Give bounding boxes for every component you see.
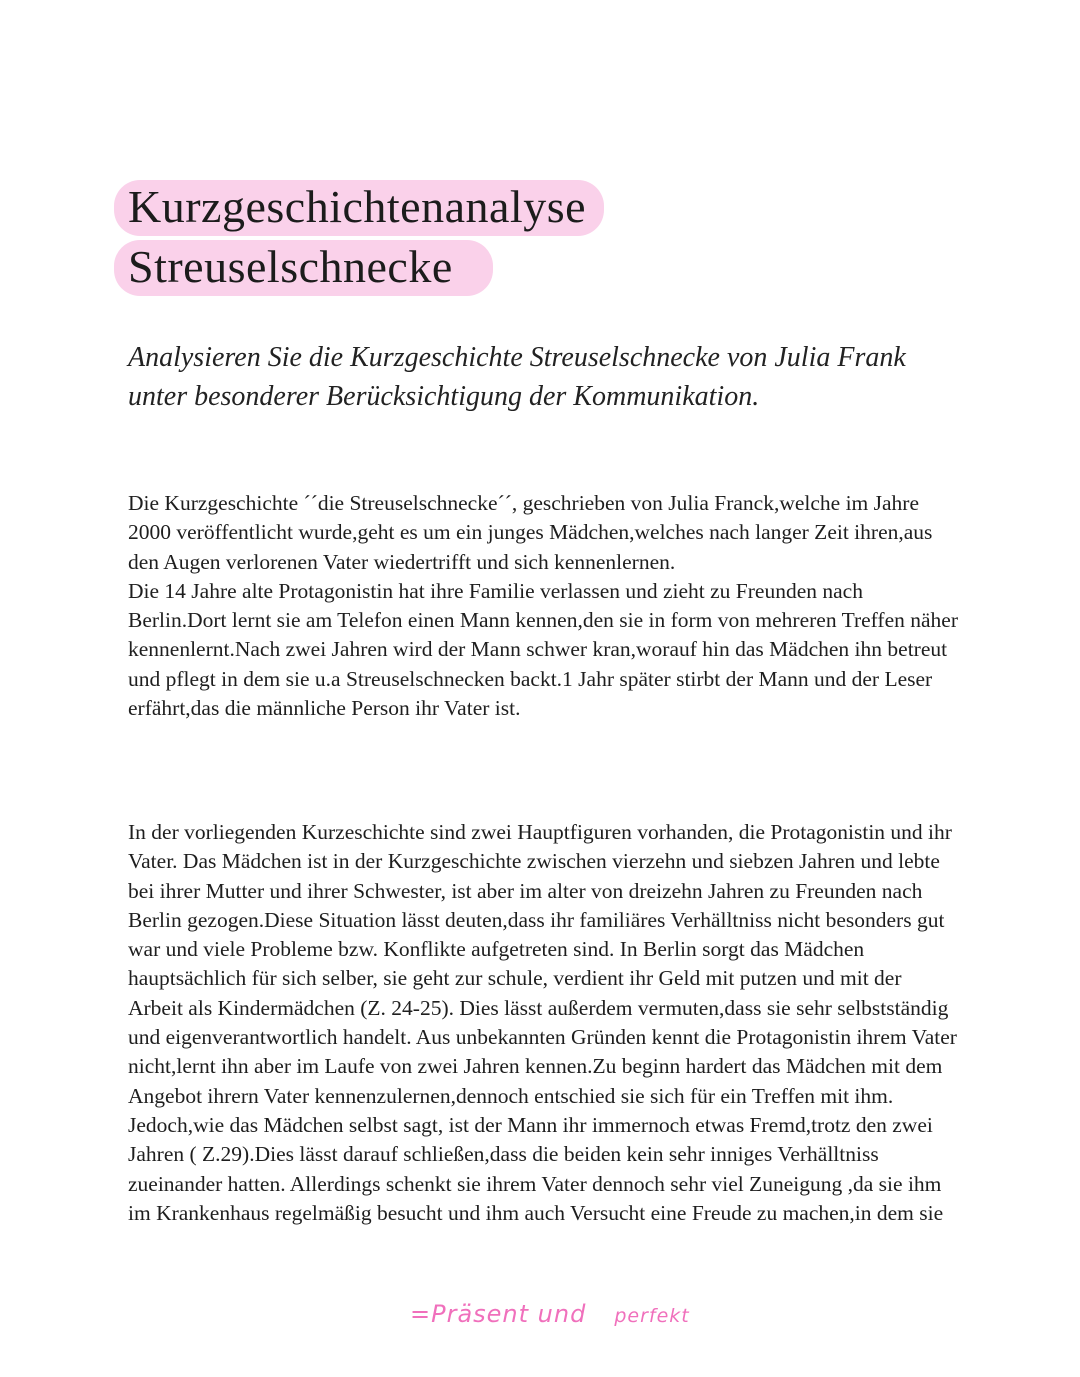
intro-text: Die Kurzgeschichte ´´die Streuselschnecke´´, geschrieben von Julia Franck,welche im Jahre 2000 veröffentlicht wurde,geht es um ein junges Mädchen,welches nach langer Zeit ihren,aus den Augen verlorenen Vater wiedertrifft und sich kennenlernen.	[128, 491, 933, 574]
summary-text: Die 14 Jahre alte Protagonistin hat ihre Familie verlassen und zieht zu Freunden nach Berlin.Dort lernt sie am Telefon einen Mann kennen,den sie in form von mehreren Treffen näher kennenlernt.Nach zwei Jahren wird der Mann schwer kran,worauf hin das Mädchen ihn betreut und pflegt in dem sie u.a Streuselschnecken backt.1 Jahr später stirbt der Mann und der Leser erfährt,das die männliche Person ihr Vater ist.	[128, 578, 958, 721]
document-title	[114, 180, 604, 300]
annotation-main: =Präsent und	[410, 1300, 587, 1328]
title-line-2: Streuselschnecke	[114, 240, 493, 296]
handwritten-annotation	[410, 1300, 690, 1328]
annotation-small: perfekt	[614, 1305, 690, 1327]
analysis-paragraph: In der vorliegenden Kurzeschichte sind zwei Hauptfiguren vorhanden, die Protagonistin und ihr Vater. Das Mädchen ist in der Kurzgeschichte zwischen vierzehn und siebzen Jahren und lebte bei ihrer Mutter und ihrer Schwester, ist aber im alter von dreizehn Jahren zu Freunden nach Berlin gezogen.Diese Situation lässt deuten,dass ihr familiäres Verhälltniss nicht besonders gut war und viele Probleme bzw. Konflikte aufgetreten sind. In Berlin sorgt das Mädchen hauptsächlich für sich selber, sie geht zur schule, verdient ihr Geld mit putzen und mit der Arbeit als Kindermädchen (Z. 24-25). Dies lässt außerdem vermuten,dass sie sehr selbstständig und eigenverantwortlich handelt. Aus unbekannten Gründen kennt die Protagonistin ihrem Vater nicht,lernt ihn aber im Laufe von zwei Jahren kennen.Zu beginn hardert das Mädchen mit dem Angebot ihrern Vater kennenzulernen,dennoch entschied sie sich für ein Treffen mit ihm. Jedoch,wie das Mädchen selbst sagt, ist der Mann ihr immernoch etwas Fremd,trotz den zwei Jahren ( Z.29).Dies lässt darauf schließen,dass die beiden kein sehr inniges Verhälltniss zueinander hatten. Allerdings schenkt sie ihrem Vater dennoch sehr viel Zuneigung ,da sie ihm im Krankenhaus regelmäßig besucht und ihm auch Versucht eine Freude zu machen,in dem sie	[128, 820, 957, 1225]
title-line-1: Kurzgeschichtenanalyse	[114, 180, 604, 236]
intro-paragraph	[128, 489, 958, 723]
task-prompt: Analysieren Sie die Kurzgeschichte Streuselschnecke von Julia Frank unter besonderer Berücksichtigung der Kommunikation.	[128, 342, 906, 412]
